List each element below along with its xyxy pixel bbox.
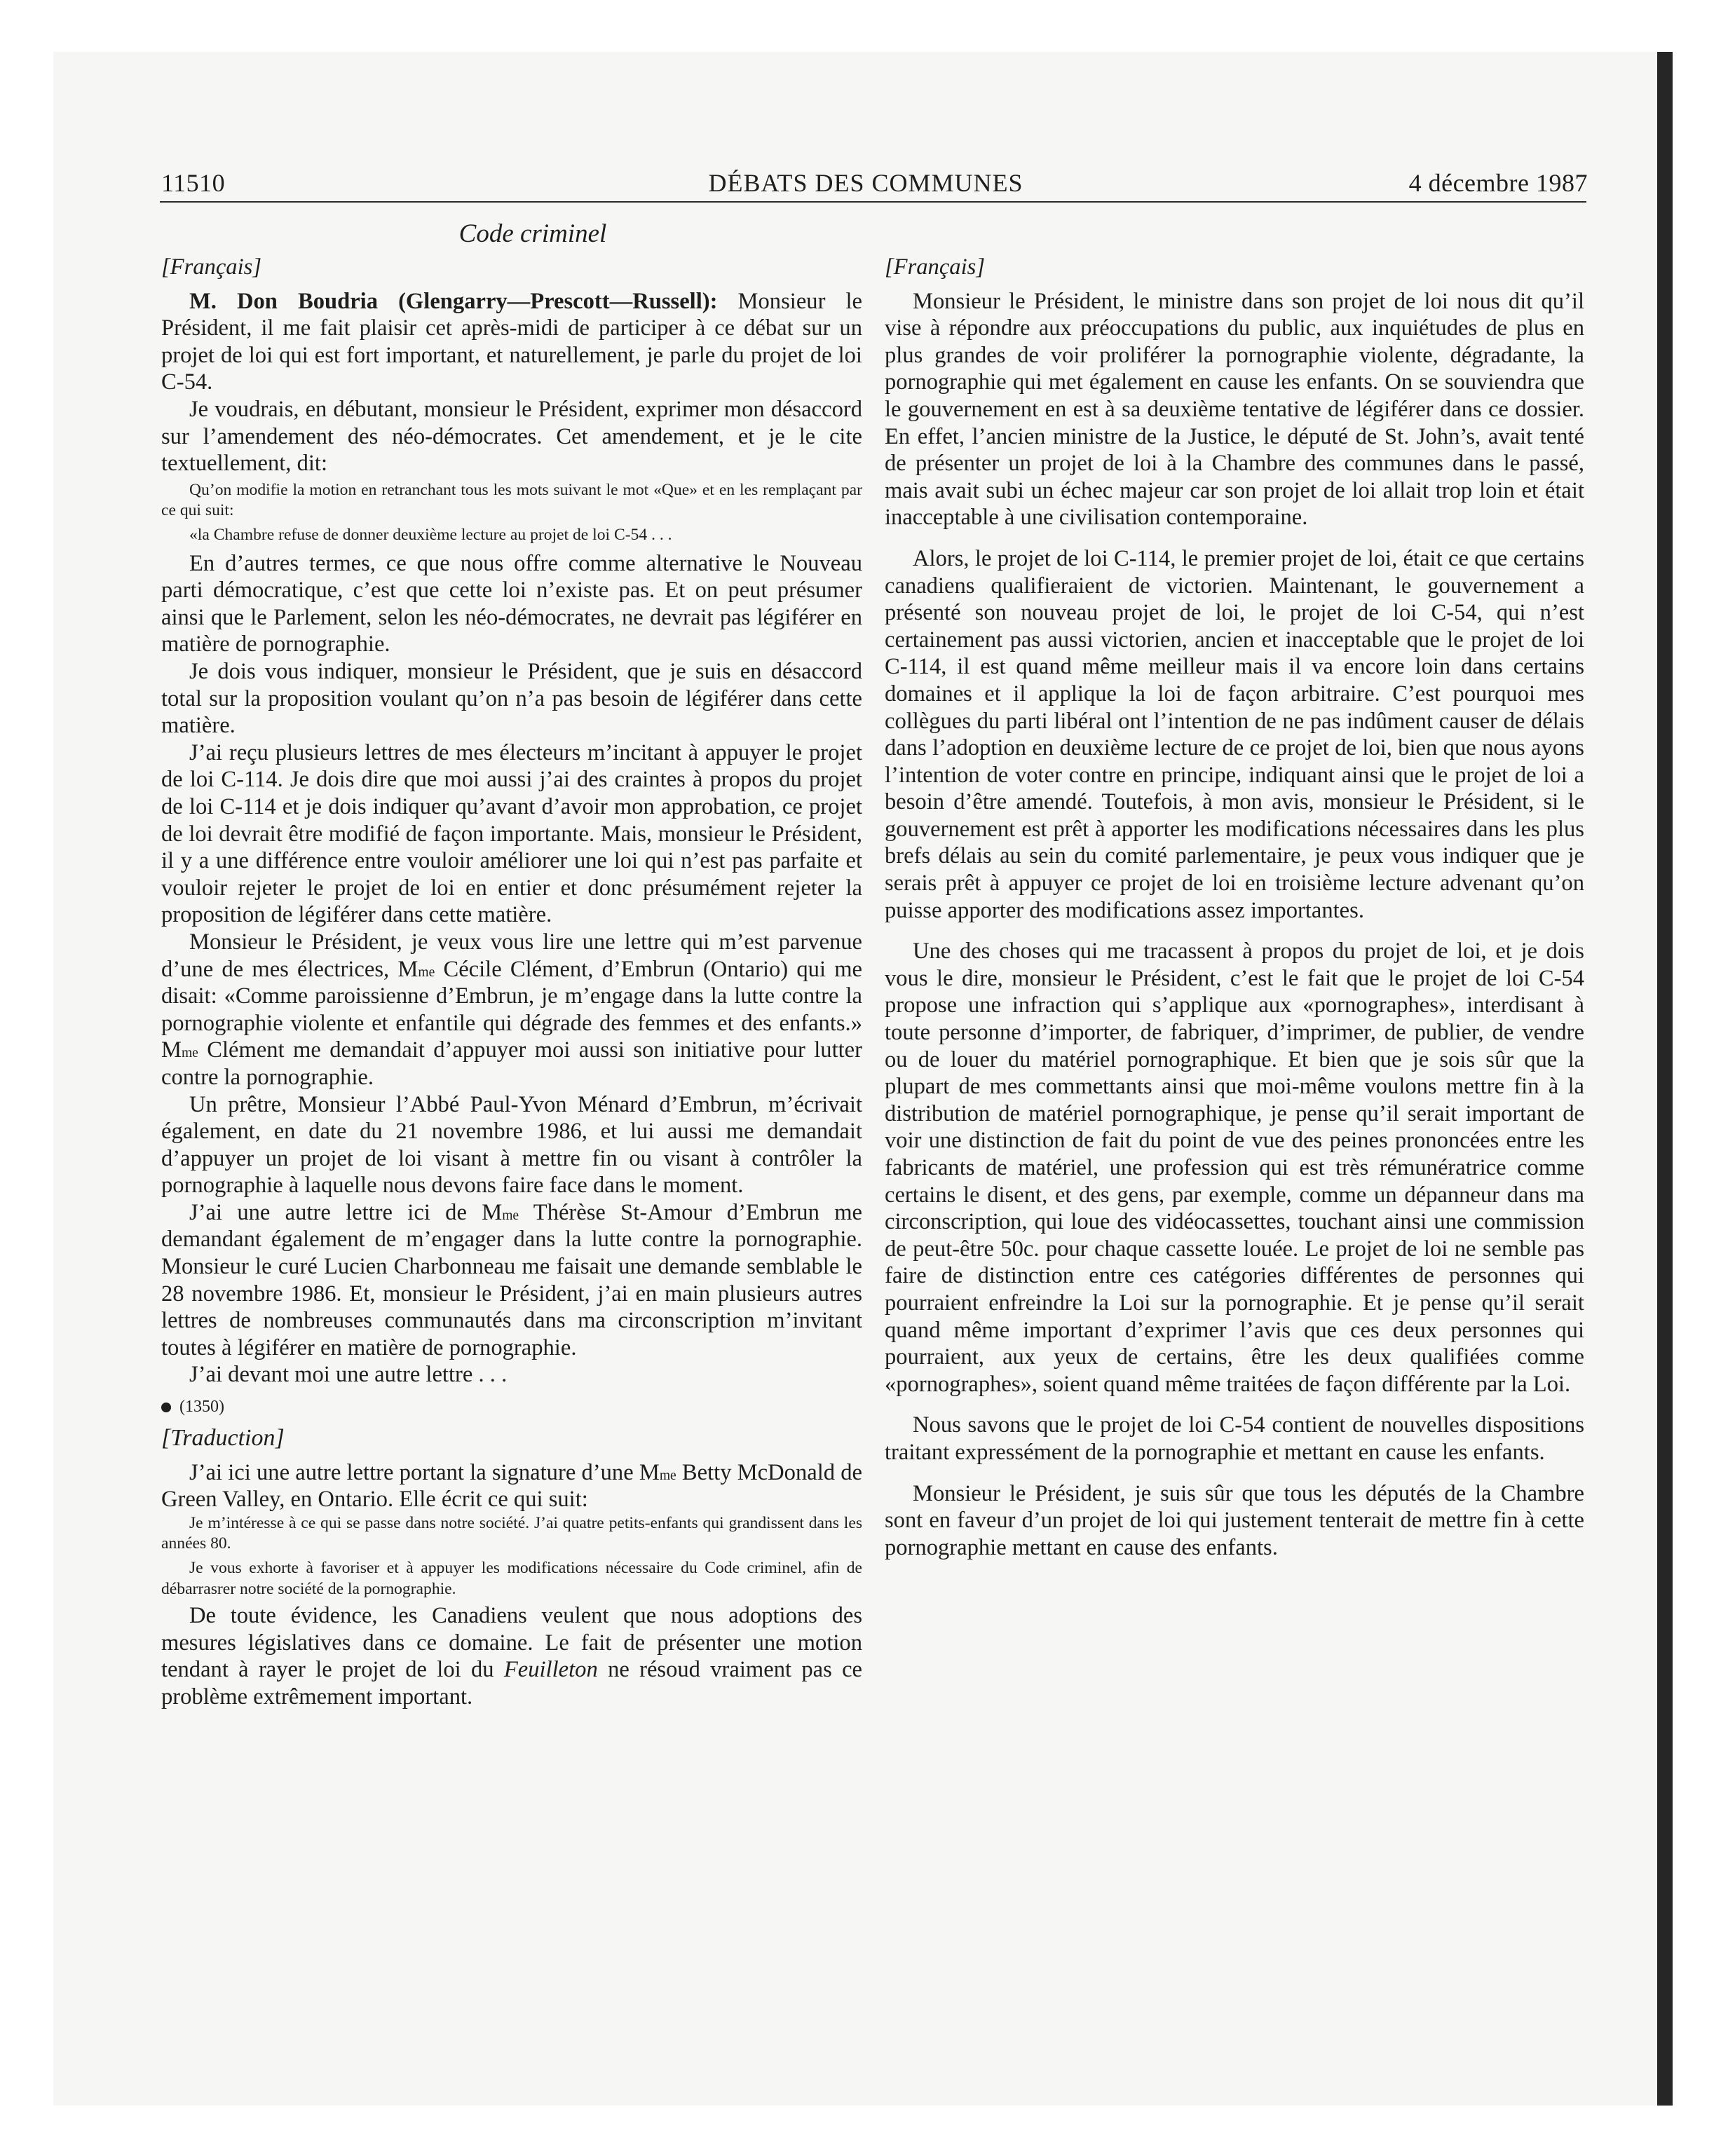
- paragraph: Alors, le projet de loi C-114, le premier projet de loi, était ce que certains canadiens qualifieraient de victorien. Maintenant, le gouvernement a présenté son nouveau projet de loi, le projet de loi C-54, qui n’est certainement pas aussi victorien, ancien et inacceptable que le projet de loi C-114, il est quand même meilleur mais il va encore loin dans certains domaines et il applique la loi de façon arbitraire. C’est pourquoi mes collègues du parti libéral ont l’intention de ne pas indûment causer de délais dans l’adoption en deuxième lecture de ce projet de loi, bien que nous ayons l’intention de voter contre en principe, indiquant ainsi que le projet de loi a besoin d’être amendé. Toutefois, à mon avis, monsieur le Président, si le gouvernement est prêt à apporter les modifications nécessaires dans les plus brefs délais au sein du comité parlementaire, je peux vous indiquer que je serais prêt à appuyer ce projet de loi en troisième lecture advenant qu’on puisse apporter des modifications assez importantes.: [885, 545, 1584, 923]
- page-date: 4 décembre 1987: [1408, 169, 1588, 197]
- language-marker: [Traduction]: [161, 1425, 285, 1452]
- header-rule: [160, 201, 1586, 203]
- paragraph: Je dois vous indiquer, monsieur le Président, que je suis en désaccord total sur la proposition voulant qu’on n’a pas besoin de légiférer dans cette matière.: [161, 659, 862, 739]
- paragraph: Monsieur le Président, le ministre dans son projet de loi nous dit qu’il vise à répondre aux préoccupations du public, aux inquiétudes de plus en plus grandes de voir proliférer la pornographie violente, dégradante, la pornographie qui met également en cause les enfants. On se souviendra que le gouvernement en est à sa deuxième tentative de légiférer dans ce dossier. En effet, l’ancien ministre de la Justice, le député de St. John’s, avait tenté de présenter un projet de loi à la Chambre des communes dans le passé, mais avait subi un échec majeur car son projet de loi allait trop loin et était inacceptable à une civilisation contemporaine.: [885, 288, 1584, 531]
- paragraph: J’ai reçu plusieurs lettres de mes électeurs m’incitant à appuyer le projet de loi C-114. Je dois dire que moi aussi j’ai des craintes à propos du projet de loi C-114 et je dois indiquer qu’avant d’avoir mon approbation, ce projet de loi devrait être modifié de façon importante. Mais, monsieur le Président, il y a une différence entre vouloir améliorer une loi qui n’est pas parfaite et vouloir rejeter le projet de loi en entier et donc présumément rejeter la proposition de légiférer dans cette matière.: [161, 739, 862, 928]
- block-quote: «la Chambre refuse de donner deuxième lecture au projet de loi C-54 . . .: [189, 526, 672, 545]
- right-column: [885, 252, 1584, 1561]
- language-marker: [Français]: [885, 254, 985, 280]
- block-quote: Je m’intéresse à ce qui se passe dans notre société. J’ai quatre petits-enfants qui grandissent dans les années 80.: [161, 1513, 862, 1553]
- paragraph: Une des choses qui me tracassent à propos du projet de loi, et je dois vous le dire, monsieur le Président, c’est le fait que le projet de loi C-54 propose une infraction qui s’applique aux «pornographes», interdisant à toute personne d’importer, de fabriquer, d’imprimer, de publier, de vendre ou de louer du matériel pornographique. Et bien que je sois sûr que la plupart de mes commettants ainsi que moi-même voulons mettre fin à la distribution de matériel pornographique, je pense qu’il serait important de voir une distinction de fait du point de vue des peines prononcées entre les fabricants de matériel, une profession qui est très rémunératrice comme certains le disent, et des gens, par exemple, comme un dépanneur dans ma circonscription, qui loue des vidéocassettes, touchant ainsi une commission de peut-être 50c. pour chaque cassette louée. Le projet de loi ne semble pas faire de distinction entre ces catégories différentes de personnes qui pourraient enfreindre la Loi sur la pornographie. Et je pense qu’il serait quand même important d’exprimer l’avis que ces deux personnes qui pourraient, aux yeux de certains, être les deux qualifiées comme «pornographes», soient quand même traitées de façon différente par la Loi.: [885, 939, 1584, 1397]
- time-marker: (1350): [161, 1393, 862, 1421]
- paragraph: J’ai une autre lettre ici de $M^{me}$ Thérèse St-Amour d’Embrun me demandant également de m’engager dans la lutte contre la pornographie. Monsieur le curé Lucien Charbonneau me faisait une demande semblable le 28 novembre 1986. Et, monsieur le Président, j’ai en main plusieurs autres lettres de nombreuses communautés dans ma circonscription m’invitant toutes à légiférer en matière de pornographie.: [161, 1199, 862, 1360]
- paragraph: Je voudrais, en débutant, monsieur le Président, exprimer mon désaccord sur l’amendement des néo-démocrates. Cet amendement, et je le cite textuellement, dit:: [161, 396, 862, 477]
- paragraph: De toute évidence, les Canadiens veulent que nous adoptions des mesures législatives dans ce domaine. Le fait de présenter une motion tendant à rayer le projet de loi du Feuilleton ne résoud vraiment pas ce problème extrêmement important.: [161, 1603, 862, 1710]
- paragraph: M. Don Boudria (Glengarry—Prescott—Russell): Monsieur le Président, il me fait plaisir cet après-midi de participer à ce débat sur un projet de loi qui est fort important, et naturellement, je parle du projet de loi C-54.: [161, 288, 862, 395]
- page-number: 11510: [161, 169, 226, 197]
- language-marker: [Français]: [161, 254, 261, 280]
- paragraph: Nous savons que le projet de loi C-54 contient de nouvelles dispositions traitant expressément de la pornographie et mettant en cause les enfants.: [885, 1412, 1584, 1465]
- paragraph: Un prêtre, Monsieur l’Abbé Paul-Yvon Ménard d’Embrun, m’écrivait également, en date du 21 novembre 1986, et lui aussi me demandait d’appuyer un projet de loi visant à mettre fin ou visant à contrôler la pornographie à laquelle nous devons faire face dans le moment.: [161, 1091, 862, 1199]
- block-quote: Qu’on modifie la motion en retranchant tous les mots suivant le mot «Que» et en les remplaçant par ce qui suit:: [161, 480, 862, 520]
- paragraph: En d’autres termes, ce que nous offre comme alternative le Nouveau parti démocratique, c’est que cette loi n’existe pas. Et on peut présumer ainsi que le Parlement, selon les néo-démocrates, ne devrait pas légiférer en matière de pornographie.: [161, 550, 862, 657]
- scan-edge-shadow: [1657, 52, 1673, 2106]
- block-quote: Je vous exhorte à favoriser et à appuyer les modifications nécessaire du Code criminel, afin de débarrasrer notre société de la pornographie.: [161, 1559, 862, 1598]
- paragraph: J’ai ici une autre lettre portant la signature d’une $M^{me}$ Betty McDonald de Green Valley, en Ontario. Elle écrit ce qui suit:: [161, 1459, 862, 1513]
- paragraph: Monsieur le Président, je veux vous lire une lettre qui m’est parvenue d’une de mes électrices, $M^{me}$ Cécile Clément, d’Embrun (Ontario) qui me disait: «Comme paroissienne d’Embrun, je m’engage dans la lutte contre la pornographie violente et enfantile qui dégrade des femmes et des enfants.» $M^{me}$ Clément me demandait d’appuyer moi aussi son initiative pour lutter contre la pornographie.: [161, 929, 863, 1090]
- running-title: DÉBATS DES COMMUNES: [708, 169, 1023, 197]
- italic-text: Feuilleton: [503, 1657, 598, 1683]
- paragraph: Monsieur le Président, je suis sûr que tous les députés de la Chambre sont en faveur d’un projet de loi qui justement tenterait de mettre fin à cette pornographie mettant en cause des enfants.: [885, 1480, 1584, 1560]
- speaker-name: M. Don Boudria (Glengarry—Prescott—Russell):: [189, 288, 718, 314]
- paragraph: J’ai devant moi une autre lettre . . .: [189, 1362, 508, 1388]
- left-column: [161, 252, 862, 1710]
- section-title: Code criminel: [458, 219, 607, 248]
- bullet-icon: [161, 1403, 171, 1412]
